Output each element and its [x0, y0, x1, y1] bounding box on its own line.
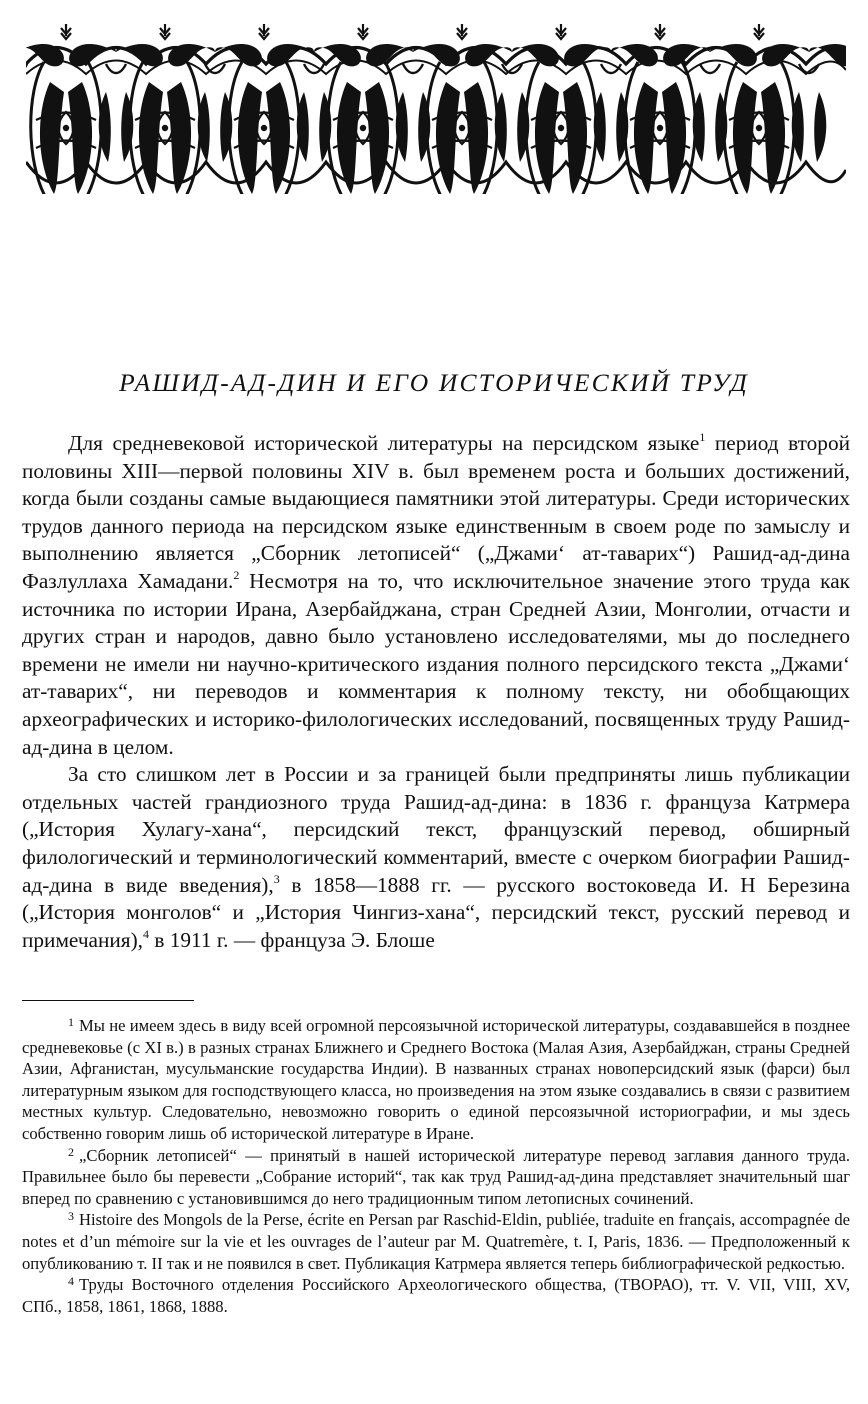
main-text: [22, 430, 850, 954]
footnote-ref: 1: [699, 430, 706, 444]
text-run: период второй половины XIII—первой половины XIV в. был временем роста и больших достижений, когда были созданы самые выдающиеся памятники этой литературы. Среди исторических трудов данного периода на персидском языке единственным в своем роде по замыслу и выполнению является „Сборник летописей“ („Джами‘ ат-таварих“) Рашид-ад-дина Фазлуллаха Хамадани.: [22, 431, 850, 593]
footnote-3: [22, 1209, 850, 1274]
footnote-number: 1: [68, 1015, 74, 1029]
text-run: в 1858—1888 гг. — русского востоковеда И. Н Березина („История монголов“ и „История Чингиз-хана“, персидский текст, русский перевод и примечания),: [22, 872, 850, 952]
footnote-text: Мы не имеем здесь в виду всей огромной персоязычной исторической литературы, создававшейся в позднее средневековье (с XI в.) в разных странах Ближнего и Среднего Востока (Малая Азия, Азербайджан, страны Средней Азии, Афганистан, мусульманские государства Индии). В названных странах новоперсидский язык (фарси) был литературным языком для господствующего класса, но произведения на этом языке создавались в связи с развитием местных культур. Следовательно, невозможно говорить о единой персоязычной историографии, и мы здесь собственно говорим лишь об исторической литературе в Иране.: [22, 1016, 850, 1143]
footnote-divider: [22, 1000, 194, 1001]
footnote-ref: 2: [233, 567, 240, 582]
footnote-text: Histoire des Mongols de la Perse, écrite en Persan par Raschid-Eldin, publiée, traduite en français, accompagnée de notes et d’un mémoire sur la vie et les ouvrages de l’auteur par M. Quatremère, t. I, Paris, 1836. — Предположенный к опубликованию т. II так и не появился в свет. Публикация Катрмера является теперь библиографической редкостью.: [22, 1210, 850, 1273]
text-run: Несмотря на то, что исключительное значение этого труда как источника по истории Ирана, Азербайджана, стран Средней Азии, Монголии, отчасти и других стран и народов, давно было установлено исследователями, мы до последнего времени не имели ни научно-критического издания полного персидского текста „Джами‘ ат-таварих“, ни переводов и комментария к полному тексту, ни обобщающих археографических и историко-филологических исследований, посвященных труду Рашид-ад-дина в целом.: [22, 568, 850, 759]
footnote-1: [22, 1015, 850, 1145]
text-run: За сто слишком лет в России и за границей были предприняты лишь публикации отдельных частей грандиозного труда Рашид-ад-дина: в 1836 г. француза Катрмера („История Хулагу-хана“, персидский текст, французский перевод, обширный филологический и терминологический комментарий, вместе с очерком биографии Рашид-ад-дина в виде введения),: [22, 762, 850, 897]
footnote-text: Труды Восточного отделения Российского Археологического общества, (ТВОРАО), тт. V. VII, VIII, XV, СПб., 1858, 1861, 1868, 1888.: [22, 1275, 850, 1316]
footnote-2: [22, 1145, 850, 1210]
decorative-ornament-band: [26, 12, 846, 194]
footnote-ref: 4: [143, 926, 150, 941]
paragraph-1: [22, 430, 850, 761]
footnotes: [22, 1015, 850, 1317]
footnote-4: [22, 1274, 850, 1317]
footnote-ref: 3: [273, 871, 280, 886]
footnote-number: 3: [68, 1209, 74, 1224]
footnote-text: „Сборник летописей“ — принятый в нашей исторической литературе перевод заглавия данного труда. Правильнее было бы перевести „Собрание историй“, так как труд Рашид-ад-дина представляет значительный шаг вперед по сравнению с установившимся до него традиционным типом летописных сочинений.: [22, 1145, 850, 1208]
text-run: Для средневековой исторической литературы на персидском языке: [68, 431, 700, 455]
chapter-title: РАШИД-АД-ДИН И ЕГО ИСТОРИЧЕСКИЙ ТРУД: [119, 368, 749, 397]
paragraph-2: [22, 761, 850, 954]
footnote-number: 2: [68, 1144, 74, 1159]
text-run: в 1911 г. — француза Э. Блоше: [149, 927, 435, 952]
footnote-number: 4: [68, 1274, 74, 1289]
